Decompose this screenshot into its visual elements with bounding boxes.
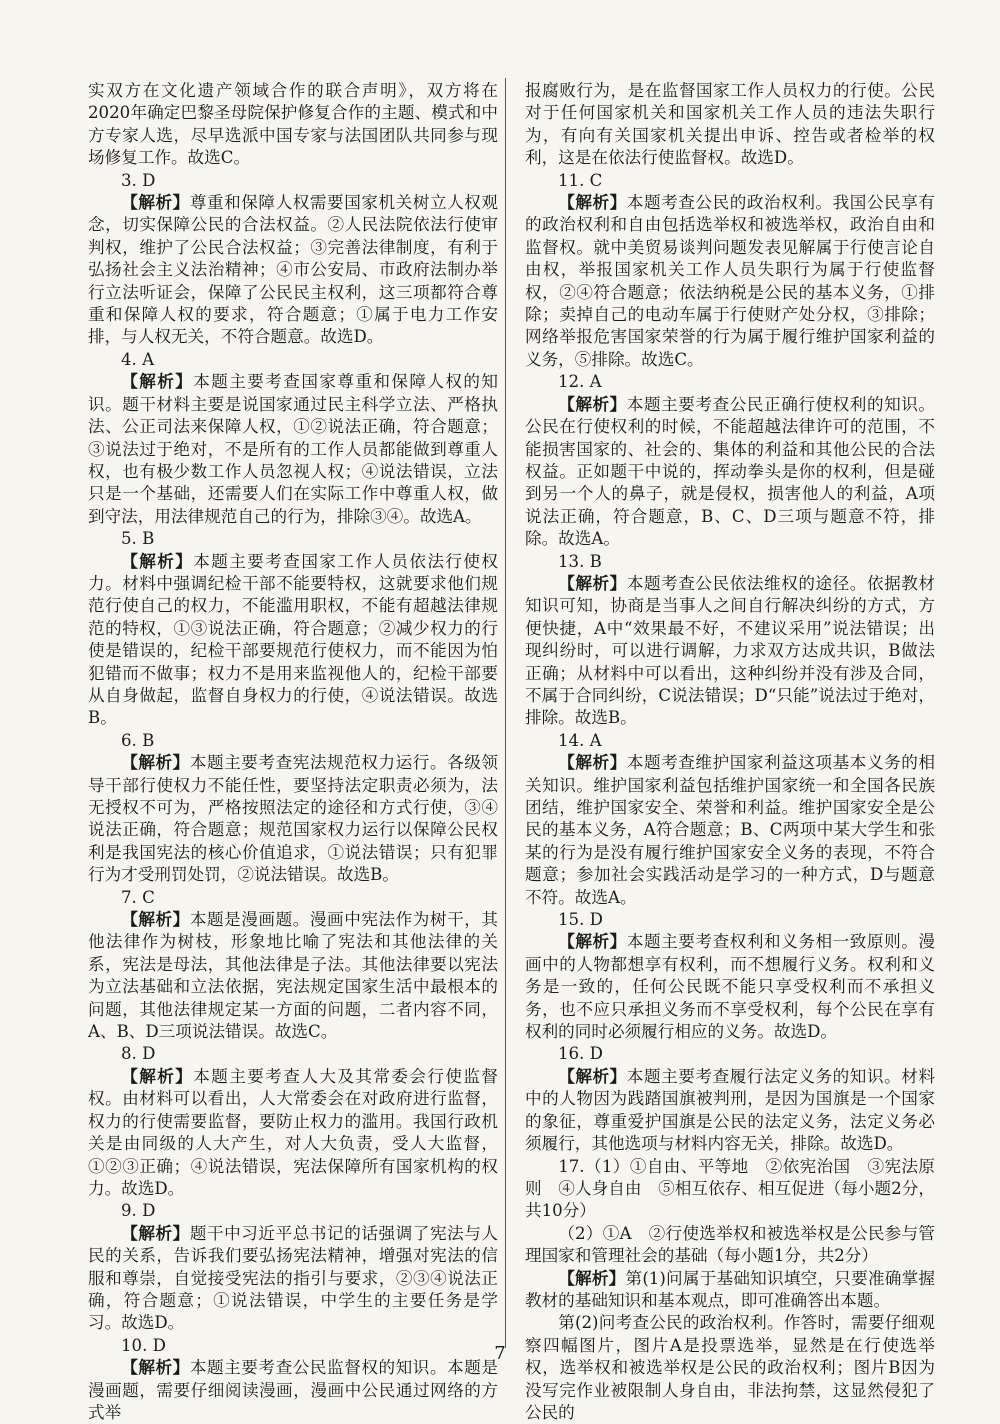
- analysis-paragraph: [88, 909, 498, 1043]
- analysis-label: 【 解析 】: [558, 1269, 625, 1288]
- analysis-label: 【 解析 】: [558, 193, 627, 212]
- analysis-label: 【 解析 】: [121, 552, 193, 571]
- analysis-text: 本题考查维护国家利益这项基本义务的相关知识。维护国家利益包括维护国家统一和全国各民族团结，维护国家安全、荣誉和利益。维护国家安全是公民的基本义务，A符合题意；B、C两项中某大学生和张某的行为是没有履行维护国家安全义务的表现，不符合题意；参加社会实践活动是学习的一种方式，D与题意不符。故选A。: [525, 753, 936, 907]
- analysis-paragraph: [525, 1268, 935, 1313]
- analysis-label: 【 解析 】: [121, 1067, 193, 1086]
- text-paragraph: 报腐败行为，是在监督国家工作人员权力的行使。公民对于任何国家机关和国家机关工作人员的违法失职行为，有向有关国家机关提出申诉、控告或者检举的权利，这是在依法行使监督权。故选D。: [525, 81, 935, 168]
- answer-key: 10. D: [121, 1335, 166, 1355]
- analysis-label: 【 解析 】: [121, 753, 190, 772]
- analysis-label: 【 解析 】: [558, 1067, 627, 1086]
- analysis-text: 本题主要考查人大及其常委会行使监督权。由材料可以看出，人大常委会在对政府进行监督，权力的行使需要监督，要防止权力的滥用。我国行政机关是由同级的人大产生，对人大负责，受人大监督，①②③正确；④说法错误，宪法保障所有国家机构的权力。故选D。: [88, 1066, 499, 1198]
- analysis-text: 本题主要考查国家尊重和保障人权的知识。题干材料主要是说国家通过民主科学立法、严格执法、公正司法来保障人权，①②说法正确，符合题意；③说法过于绝对，不是所有的工作人员都能做到尊重人权，也有极少数工作人员忽视人权；④说法错误，立法只是一个基础，还需要人们在实际工作中尊重人权，做到守法，用法律规范自己的行为，排除③④。故选A。: [88, 372, 499, 526]
- analysis-paragraph: [88, 752, 498, 886]
- answer-key: 13. B: [558, 551, 602, 571]
- analysis-paragraph: [525, 192, 935, 371]
- analysis-paragraph: [525, 1066, 935, 1156]
- analysis-text: 本题是漫画题。漫画中宪法作为树干，其他法律作为树枝，形象地比喻了宪法和其他法律的关系，宪法是母法，其他法律是子法。其他法律要以宪法为立法基础和立法依据，宪法规定国家生活中最根本的问题，其他法律规定某一方面的问题，二者内容不同，A、B、D三项说法错误。故选C。: [88, 910, 499, 1042]
- text-paragraph: 17.（1）①自由、平等地 ②依宪治国 ③宪法原则 ④人身自由 ⑤相互依存、相互促进（每小题2分，共10分）: [525, 1156, 935, 1221]
- answer-key: 7. C: [121, 887, 155, 907]
- text-paragraph: 第(2)问考查公民的政治权利。作答时，需要仔细观察四幅图片，图片A是投票选举，显然是在行使选举权，选举权和被选举权是公民的政治权利；图片B因为没写完作业被限制人身自由，非法拘禁，这显然侵犯了公民的: [525, 1313, 935, 1422]
- answer-key: 12. A: [558, 372, 602, 392]
- analysis-paragraph: [88, 1223, 498, 1335]
- left-column: [88, 80, 498, 1424]
- analysis-paragraph: [525, 573, 935, 730]
- answer-key: 6. B: [121, 730, 155, 750]
- analysis-label: 【 解析 】: [121, 372, 193, 391]
- answer-key: 16. D: [558, 1044, 603, 1064]
- analysis-paragraph: [88, 192, 498, 349]
- analysis-label: 【 解析 】: [121, 1358, 190, 1377]
- analysis-paragraph: [88, 1066, 498, 1200]
- analysis-paragraph: [88, 1357, 498, 1424]
- analysis-label: 【 解析 】: [121, 1224, 190, 1243]
- answer-key: 3. D: [121, 170, 156, 190]
- text-paragraph: 实双方在文化遗产领域合作的联合声明》，双方将在2020年确定巴黎圣母院保护修复合作的主题、模式和中方专家人选，尽早选派中国专家与法国团队共同参与现场修复工作。故选C。: [88, 81, 498, 168]
- analysis-paragraph: [525, 931, 935, 1043]
- analysis-paragraph: [88, 371, 498, 528]
- answer-key: 14. A: [558, 730, 602, 750]
- answer-key: 4. A: [121, 349, 155, 369]
- analysis-text: 本题考查公民的政治权利。我国公民享有的政治权利和自由包括选举权和被选举权，政治自由和监督权。就中美贸易谈判问题发表见解属于行使言论自由权，举报国家机关工作人员失职行为属于行使监督权，②④符合题意；依法纳税是公民的基本义务，①排除；卖掉自己的电动车属于行使财产处分权，③排除；网络举报危害国家荣誉的行为属于履行维护国家利益的义务，⑤排除。故选C。: [525, 193, 936, 369]
- analysis-text: 第(1)问属于基础知识填空，只要准确掌握教材的基础知识和基本观点，即可准确答出本题。: [525, 1268, 936, 1310]
- column-divider: [505, 78, 506, 1348]
- answer-key: 15. D: [558, 910, 603, 930]
- analysis-label: 【 解析 】: [121, 910, 190, 929]
- analysis-paragraph: [525, 394, 935, 551]
- analysis-text: 本题主要考查宪法规范权力运行。各级领导干部行使权力不能任性，要坚持法定职责必须为，法无授权不可为，严格按照法定的途径和方式行使，③④说法正确，符合题意；规范国家权力运行以保障公民权利是我国宪法的核心价值追求，①说法错误；只有犯罪行为才受刑罚处罚，②说法错误。故选B。: [88, 753, 499, 885]
- text-paragraph: （2）①A ②行使选举权和被选举权是公民参与管理国家和管理社会的基础（每小题1分，共2分）: [525, 1223, 935, 1266]
- analysis-text: 本题主要考查履行法定义务的知识。材料中的人物因为践踏国旗被判刑，是因为国旗是一个国家的象征，尊重爱护国旗是公民的法定义务，法定义务必须履行，其他选项与材料内容无关，排除。故选D。: [525, 1066, 936, 1154]
- analysis-paragraph: [88, 551, 498, 730]
- analysis-text: 尊重和保障人权需要国家机关树立人权观念，切实保障公民的合法权益。②人民法院依法行使审判权，维护了公民合法权益；③完善法律制度，有利于弘扬社会主义法治精神；④市公安局、市政府法制办举行立法听证会，保障了公民民主权利，这三项都符合尊重和保障人权的要求，符合题意；①属于电力工作安排，与人权无关，不符合题意。故选D。: [88, 193, 499, 347]
- analysis-text: 本题主要考查国家工作人员依法行使权力。材料中强调纪检干部不能要特权，这就要求他们规范行使自己的权力，不能滥用职权，不能有超越法律规范的特权，①③说法正确，符合题意；②减少权力的行使是错误的，纪检干部要规范行使权力，而不能因为怕犯错而不做事；权力不是用来监视他人的，纪检干部要从自身做起，监督自身权力的行使，④说法错误。故选B。: [88, 551, 499, 728]
- analysis-text: 本题主要考查公民监督权的知识。本题是漫画题，需要仔细阅读漫画，漫画中公民通过网络的方式举: [88, 1358, 499, 1422]
- analysis-text: 本题考查公民依法维权的途径。依据教材知识可知，协商是当事人之间自行解决纠纷的方式，方便快捷，A中“效果最不好，不建议采用”说法错误；出现纠纷时，可以进行调解，力求双方达成共识，B做法正确；从材料中可以看出，这种纠纷并没有涉及合同，不属于合同纠纷，C说法错误；D“只能”说法过于绝对，排除。故选B。: [525, 573, 936, 728]
- answer-key: 11. C: [558, 170, 603, 190]
- analysis-label: 【 解析 】: [558, 395, 627, 414]
- analysis-paragraph: [525, 752, 935, 909]
- analysis-text: 本题主要考查权利和义务相一致原则。漫画中的人物都想享有权利，而不想履行义务。权利和义务是一致的，任何公民既不能只享受权利而不承担义务，也不应只承担义务而不享受权利，每个公民在享有权利的同时必须履行相应的义务。故选D。: [525, 932, 936, 1042]
- analysis-label: 【 解析 】: [558, 574, 627, 593]
- analysis-label: 【 解析 】: [558, 932, 627, 951]
- analysis-text: 本题主要考查公民正确行使权利的知识。公民在行使权利的时候，不能超越法律许可的范围，不能损害国家的、社会的、集体的利益和其他公民的合法权益。正如题干中说的，挥动拳头是你的权利，但是碰到另一个人的鼻子，就是侵权，损害他人的利益，A项说法正确，符合题意，B、C、D三项与题意不符，排除。故选A。: [525, 394, 936, 549]
- right-column: [525, 80, 935, 1424]
- analysis-text: 题干中习近平总书记的话强调了宪法与人民的关系，告诉我们要弘扬宪法精神，增强对宪法的信服和尊崇，自觉接受宪法的指引与要求，②③④说法正确，符合题意；①说法错误，中学生的主要任务是学习。故选D。: [88, 1223, 499, 1333]
- answer-key: 9. D: [121, 1201, 156, 1221]
- page-number: 7: [494, 1343, 506, 1364]
- answer-key: 8. D: [121, 1044, 156, 1064]
- answer-key: 5. B: [121, 529, 155, 549]
- analysis-label: 【 解析 】: [121, 193, 190, 212]
- analysis-label: 【 解析 】: [558, 753, 627, 772]
